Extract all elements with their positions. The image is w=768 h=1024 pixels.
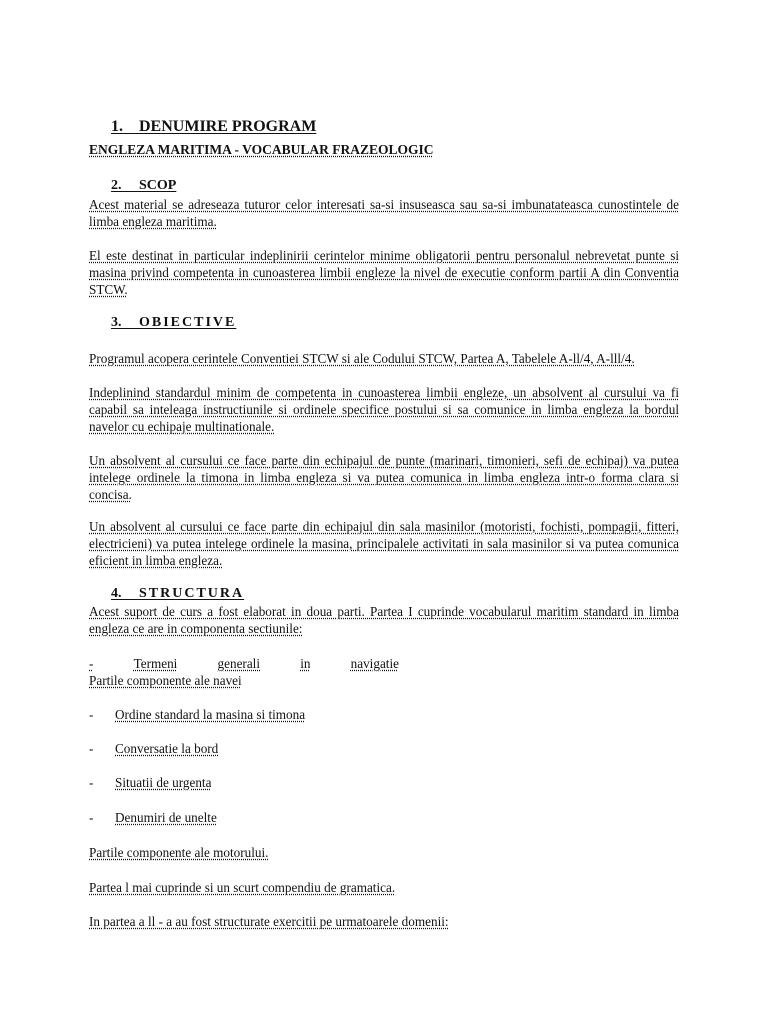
section-4-intro: Acest suport de curs a fost elaborat in doua parti. Partea I cuprinde vocabularul maritim standard in limba engleza ce are in componenta sectiunile: bbox=[89, 604, 679, 636]
section-3-paragraph-3: Un absolvent al cursului ce face parte din echipajul de punte (marinari, timonieri, sefi de echipaj) va putea intelege ordinele la timona in limba engleza si va putea comunica in limba engleza intr-o forma clara si concisa. bbox=[89, 453, 679, 502]
section-2-heading bbox=[111, 178, 701, 194]
section-4-number: 4. bbox=[111, 586, 122, 601]
list-item-ordine: - Ordine standard la masina si timona bbox=[89, 707, 306, 722]
section-2-paragraph-2: El este destinat in particular indeplinirii cerintelor minime obligatorii pentru personalul nebrevetat punte si masina privind competenta in cunoasterea limbii engleze la nivel de executie conform partii A din Conventia STCW. bbox=[89, 248, 679, 297]
list-item-denumiri: - Denumiri de unelte bbox=[89, 810, 217, 825]
section-4-heading bbox=[111, 586, 701, 602]
program-subtitle: ENGLEZA MARITIMA - VOCABULAR FRAZEOLOGIC bbox=[89, 142, 434, 157]
line-partea-a-doua: In partea a ll - a au fost structurate exercitii pe urmatoarele domenii: bbox=[89, 914, 449, 929]
section-2-paragraph-1: Acest material se adreseaza tuturor celor interesati sa-si insuseasca sau sa-si imbunatateasca cunostintele de limba engleza maritima. bbox=[89, 197, 679, 229]
section-4-title: STRUCTURA bbox=[139, 586, 245, 601]
section-3-paragraph-1: Programul acopera cerintele Conventiei STCW si ale Codului STCW, Partea A, Tabelele A-ll/4, A-lll/4. bbox=[89, 351, 635, 366]
section-2-number: 2. bbox=[111, 178, 122, 193]
section-3-heading bbox=[111, 315, 701, 331]
list-item-conversatie: - Conversatie la bord bbox=[89, 741, 219, 756]
section-3-paragraph-4: Un absolvent al cursului ce face parte din echipajul din sala masinilor (motoristi, fochisti, pompagii, fitteri, electricieni) va putea intelege ordinele la masina, principalele activitati in sala masinilor si va putea comunica eficient in limba engleza. bbox=[89, 519, 679, 568]
list-item-partile-navei: Partile componente ale navei bbox=[89, 673, 242, 688]
section-3-number: 3. bbox=[111, 315, 122, 330]
list-item-situatii: - Situatii de urgenta bbox=[89, 775, 212, 790]
section-1-heading: 1. DENUMIRE PROGRAM bbox=[111, 118, 317, 135]
list-item-termeni: - Termeni generali in navigatie bbox=[89, 656, 399, 671]
line-partile-motorului: Partile componente ale motorului. bbox=[89, 845, 269, 860]
line-compendiu: Partea l mai cuprinde si un scurt compendiu de gramatica. bbox=[89, 880, 396, 895]
section-2-title: SCOP bbox=[139, 178, 177, 193]
section-3-title: OBIECTIVE bbox=[139, 315, 237, 330]
section-3-paragraph-2: Indeplinind standardul minim de competenta in cunoasterea limbii engleze, un absolvent al cursului va fi capabil sa inteleaga instructiunile si ordinele specifice postului si sa comunice in limba engleza la bordul navelor cu echipaje multinationale. bbox=[89, 385, 679, 434]
